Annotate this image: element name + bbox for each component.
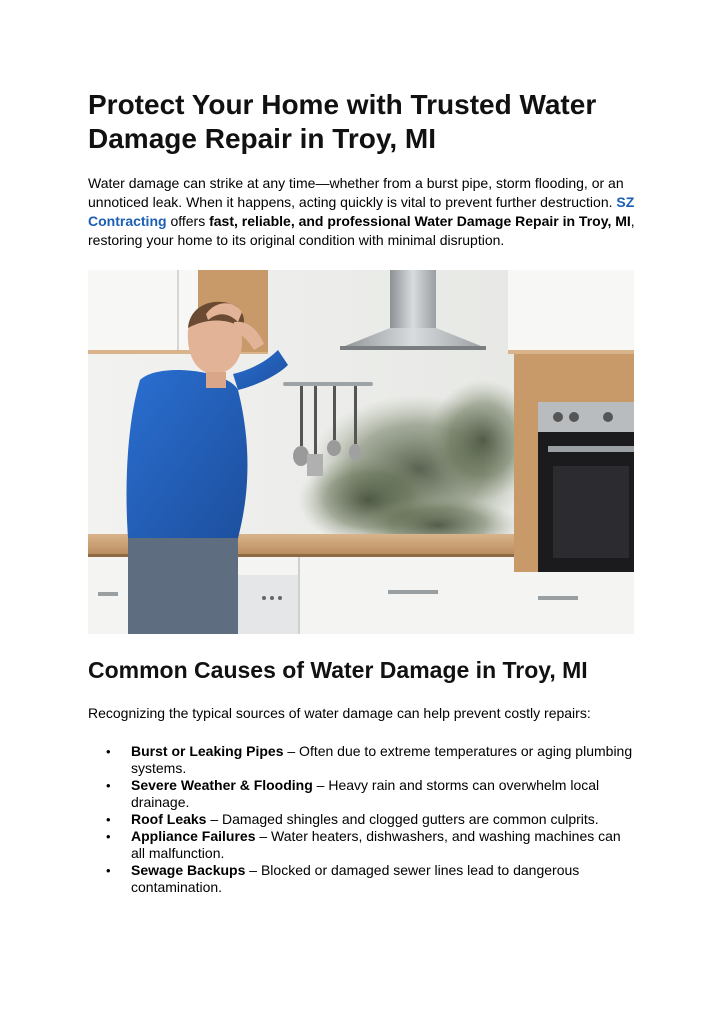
cause-desc: – Damaged shingles and clogged gutters are common culprits. [206,811,599,827]
list-item [106,743,636,777]
bullet-icon: • [106,744,111,759]
list-item [106,828,636,862]
section-heading: Common Causes of Water Damage in Troy, MI [88,657,588,683]
cause-desc: – Heavy rain and storms can overwhelm local drainage. [131,777,600,810]
page-title: Protect Your Home with Trusted Water Damage Repair in Troy, MI [88,89,597,154]
bullet-icon: • [106,812,111,827]
bullet-icon: • [106,863,111,878]
list-item [106,862,636,896]
cause-term: Burst or Leaking Pipes [131,743,284,759]
document-page [88,88,636,896]
causes-list [88,743,636,896]
kitchen-water-damage-photo [88,270,634,634]
cause-desc: – Water heaters, dishwashers, and washing machines can all malfunction. [131,828,621,861]
cause-desc: – Blocked or damaged sewer lines lead to dangerous contamination. [131,862,580,895]
bullet-icon: • [106,778,111,793]
intro-paragraph [88,174,636,250]
cause-term: Appliance Failures [131,828,256,844]
intro-text-3: , restoring your home to its original condition with minimal disruption. [88,213,635,248]
intro-bold-service: fast, reliable, and professional Water Damage Repair in Troy, MI [209,213,631,229]
list-item [106,811,636,828]
bullet-icon: • [106,829,111,844]
cause-term: Sewage Backups [131,862,246,878]
intro-text-1: Water damage can strike at any time—whether from a burst pipe, storm flooding, or an unnoticed leak. When it happens, acting quickly is vital to prevent further destruction. [88,175,624,210]
cause-term: Roof Leaks [131,811,207,827]
intro-text-2: offers [166,213,210,229]
list-item [106,777,636,811]
cause-desc: – Often due to extreme temperatures or aging plumbing systems. [131,743,633,776]
cause-term: Severe Weather & Flooding [131,777,313,793]
company-link[interactable]: SZ Contracting [88,194,635,229]
section-lead: Recognizing the typical sources of water damage can help prevent costly repairs: [88,705,591,721]
